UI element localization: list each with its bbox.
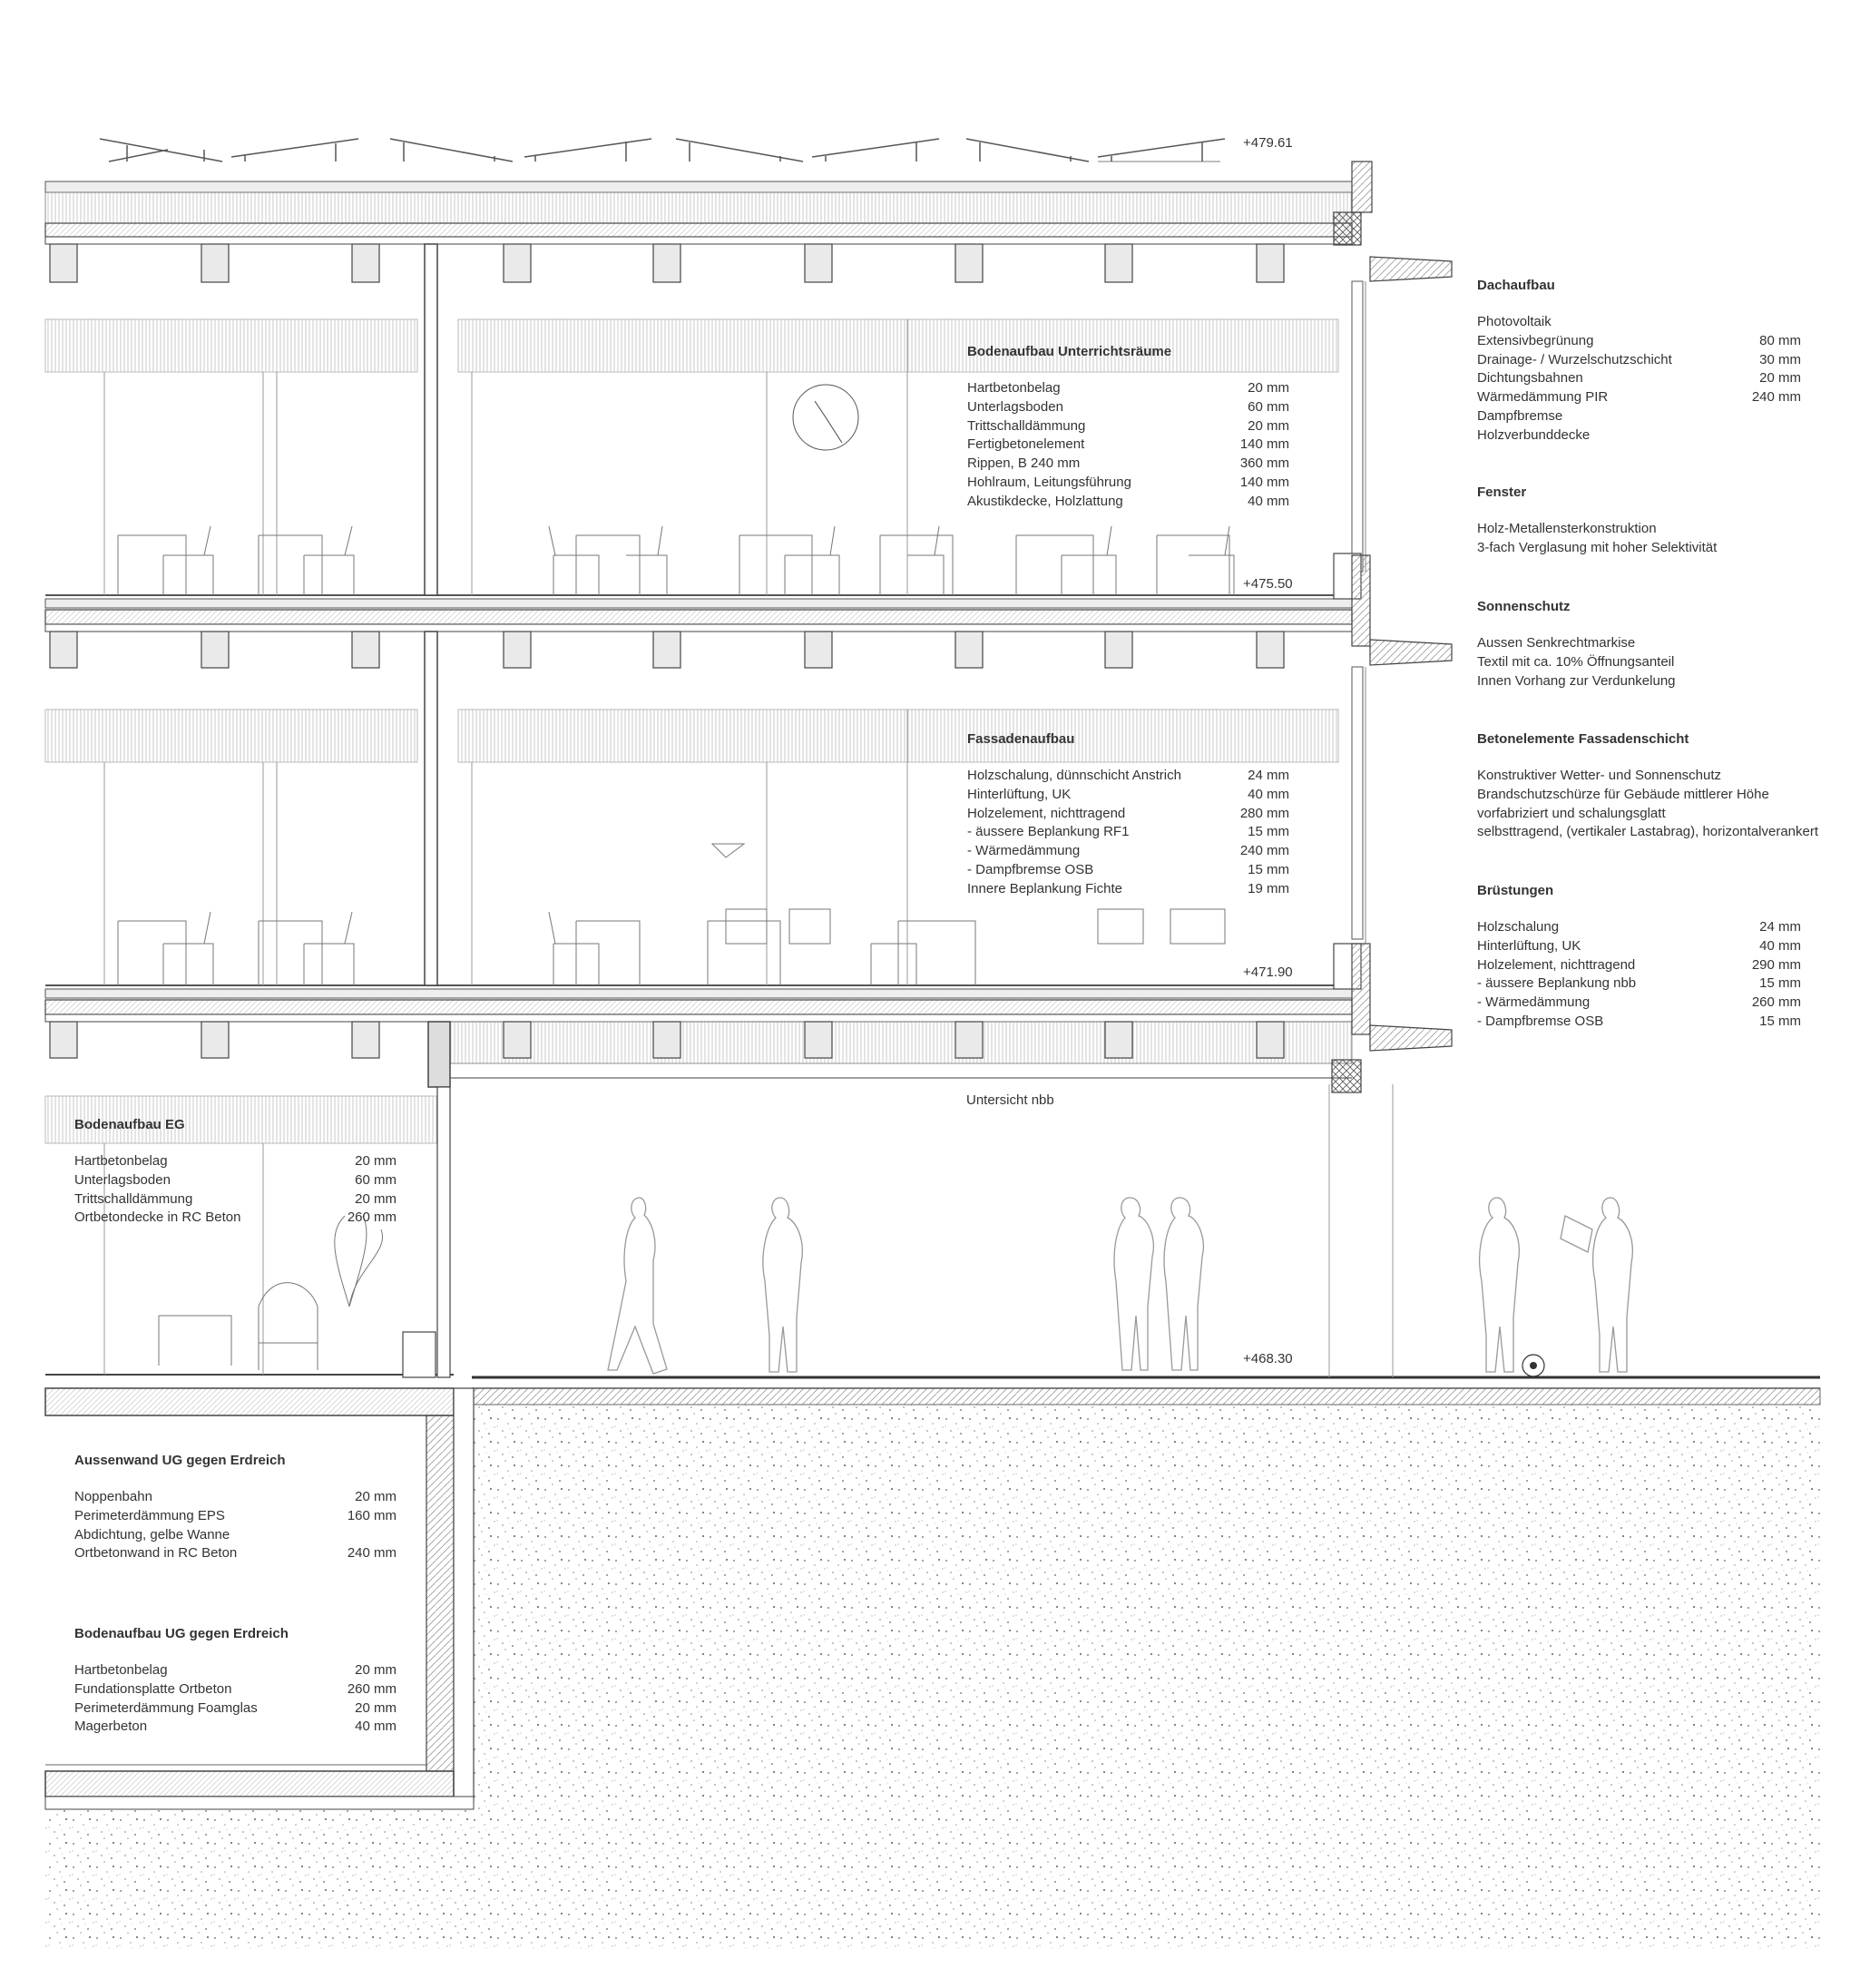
spec-row-value: 280 mm (1239, 805, 1289, 821)
spec-row-label: vorfabriziert und schalungsglatt (1477, 805, 1666, 821)
spec-row-value: 20 mm (355, 1489, 396, 1504)
spec-row-label: Textil mit ca. 10% Öffnungsanteil (1477, 653, 1675, 670)
spec-title: Bodenaufbau Unterrichtsräume (967, 344, 1172, 359)
spec-row-value: 140 mm (1239, 474, 1289, 490)
spec-row (1477, 974, 1801, 994)
spec-row (74, 1680, 396, 1699)
spec-row-label: - äussere Beplankung RF1 (967, 824, 1130, 840)
spec-row (1477, 426, 1801, 446)
spec-row (1477, 653, 1801, 672)
spec-sonnenschutz (1477, 598, 1801, 690)
spec-row-label: Extensivbegrünung (1477, 332, 1594, 348)
spec-fassadenaufbau (967, 730, 1289, 899)
spec-row-label: selbsttragend, (vertikaler Lastabrag), horizontalverankert (1477, 824, 1819, 840)
spec-row-label: Wärmedämmung PIR (1477, 389, 1609, 406)
spec-row-label: Dampfbremse (1477, 407, 1563, 424)
spec-row-label: - Dampfbremse OSB (1477, 1013, 1604, 1029)
spec-rows (1477, 634, 1801, 690)
spec-row (74, 1507, 396, 1526)
spec-row-value: 140 mm (1239, 436, 1289, 453)
spec-row (1477, 937, 1801, 956)
spec-row (967, 823, 1289, 842)
spec-row (1477, 994, 1801, 1013)
spec-row-label: Brandschutzschürze für Gebäude mittlerer Höhe (1477, 786, 1769, 802)
ground-layer (472, 1388, 1820, 1405)
spec-fenster (1477, 484, 1801, 558)
spec-row-value: 260 mm (1751, 994, 1801, 1011)
spec-title: Dachaufbau (1477, 278, 1555, 293)
spec-rows (1477, 313, 1801, 446)
spec-row-value: 19 mm (1248, 880, 1289, 896)
spec-row (1477, 313, 1801, 332)
spec-row (1477, 634, 1801, 653)
spec-row (967, 805, 1289, 824)
spec-title: Betonelemente Fassadenschicht (1477, 731, 1689, 747)
spec-row (74, 1488, 396, 1507)
spec-row (1477, 956, 1801, 975)
spec-row-value: 260 mm (347, 1209, 396, 1226)
spec-betonelemente (1477, 730, 1840, 842)
spec-row (1477, 369, 1801, 388)
spec-row (1477, 672, 1801, 691)
spec-row-value: 24 mm (1759, 919, 1801, 935)
spec-row-label: Hohlraum, Leitungsführung (967, 474, 1131, 490)
spec-title: Bodenaufbau EG (74, 1117, 185, 1132)
spec-row-value: 20 mm (355, 1662, 396, 1678)
spec-rows (967, 379, 1289, 512)
spec-row-value: 20 mm (1248, 417, 1289, 434)
spec-row (1477, 786, 1840, 805)
spec-bruestungen (1477, 882, 1801, 1032)
spec-row-label: Unterlagsboden (967, 398, 1063, 415)
people-silhouettes (608, 1198, 1632, 1374)
spec-row (967, 861, 1289, 880)
spec-row-label: Rippen, B 240 mm (967, 455, 1081, 472)
spec-row-label: Abdichtung, gelbe Wanne (74, 1526, 230, 1542)
spec-row-value: 60 mm (355, 1171, 396, 1188)
spec-row-label: Hartbetonbelag (967, 380, 1061, 396)
spec-row (74, 1190, 396, 1209)
spec-row (967, 417, 1289, 436)
spec-row (967, 474, 1289, 493)
spec-row (967, 842, 1289, 861)
spec-row-value: 240 mm (347, 1545, 396, 1562)
spec-row (1477, 388, 1801, 407)
spec-row-label: - Wärmedämmung (967, 843, 1081, 859)
spec-row (1477, 520, 1801, 539)
spec-rows (1477, 767, 1840, 842)
spec-row-value: 15 mm (1248, 861, 1289, 877)
spec-row (1477, 1013, 1801, 1032)
spec-row-value: 15 mm (1759, 975, 1801, 992)
spec-row-value: 360 mm (1239, 455, 1289, 472)
floor-og1 (45, 989, 1352, 1078)
soil (472, 1405, 1820, 1949)
spec-row-value: 24 mm (1248, 768, 1289, 783)
spec-row-label: Hartbetonbelag (74, 1153, 168, 1169)
spec-dachaufbau (1477, 277, 1801, 446)
spec-row (74, 1152, 396, 1171)
spec-rows (74, 1152, 396, 1228)
spec-row (74, 1699, 396, 1719)
spec-row-label: Holzelement, nichttragend (1477, 956, 1636, 973)
spec-row (967, 455, 1289, 474)
elevation-eg: +468.30 (1243, 1351, 1293, 1366)
spec-row (74, 1526, 396, 1545)
spec-row-value: 15 mm (1759, 1013, 1801, 1029)
spec-row-label: Hinterlüftung, UK (967, 786, 1072, 802)
spec-row (967, 379, 1289, 398)
spec-row-value: 40 mm (1759, 937, 1801, 954)
spec-row (1477, 805, 1840, 824)
spec-row-label: Fundationsplatte Ortbeton (74, 1680, 232, 1697)
spec-row-value: 240 mm (1239, 843, 1289, 859)
central-column (403, 244, 450, 1377)
spec-row-label: Dichtungsbahnen (1477, 370, 1583, 387)
spec-rows (1477, 520, 1801, 558)
spec-row (74, 1544, 396, 1563)
spec-row (1477, 351, 1801, 370)
spec-row (1477, 918, 1801, 937)
spec-row-label: - Wärmedämmung (1477, 994, 1591, 1011)
spec-row-label: Ortbetondecke in RC Beton (74, 1209, 241, 1226)
spec-row-label: Holzschalung (1477, 919, 1560, 935)
spec-row-value: 20 mm (355, 1153, 396, 1169)
spec-row (74, 1661, 396, 1680)
spec-bodenaufbau-ug (74, 1625, 396, 1737)
spec-row (967, 786, 1289, 805)
spec-bodenaufbau-eg (74, 1116, 396, 1228)
soil-below-basement (45, 1810, 476, 1949)
spec-row-label: Innen Vorhang zur Verdunkelung (1477, 672, 1676, 689)
spec-row (967, 436, 1289, 455)
spec-row-label: 3-fach Verglasung mit hoher Selektivität (1477, 539, 1718, 555)
spec-row-value: 40 mm (1248, 786, 1289, 802)
elevation-og2: +475.50 (1243, 576, 1293, 592)
untersicht-label: Untersicht nbb (966, 1092, 1054, 1108)
spec-row-label: Unterlagsboden (74, 1171, 171, 1188)
elevation-roof: +479.61 (1243, 135, 1293, 151)
spec-row (1477, 332, 1801, 351)
spec-row-label: Trittschalldämmung (967, 417, 1086, 434)
spec-title: Fenster (1477, 485, 1527, 500)
spec-row-label: Holz-Metallensterkonstruktion (1477, 521, 1657, 536)
spec-title: Sonnenschutz (1477, 599, 1571, 614)
spec-row-label: Holzschalung, dünnschicht Anstrich (967, 768, 1181, 783)
spec-aussenwand-ug (74, 1452, 396, 1563)
spec-row-label: Trittschalldämmung (74, 1190, 193, 1207)
spec-title: Brüstungen (1477, 883, 1554, 898)
spec-row-label: Hinterlüftung, UK (1477, 937, 1581, 954)
spec-row-value: 20 mm (1759, 370, 1801, 387)
spec-bodenaufbau-unterricht (967, 343, 1289, 512)
spec-row-label: Noppenbahn (74, 1489, 152, 1504)
spec-row-label: - Dampfbremse OSB (967, 861, 1094, 877)
spec-row-value: 40 mm (1248, 493, 1289, 509)
spec-row-label: Aussen Senkrechtmarkise (1477, 635, 1636, 651)
spec-row-label: Photovoltaik (1477, 314, 1552, 329)
spec-row-value: 30 mm (1759, 351, 1801, 367)
spec-rows (967, 767, 1289, 899)
spec-row-label: Konstruktiver Wetter- und Sonnenschutz (1477, 768, 1722, 783)
spec-row (74, 1171, 396, 1190)
spec-row-label: - äussere Beplankung nbb (1477, 975, 1637, 992)
spec-title: Aussenwand UG gegen Erdreich (74, 1453, 286, 1468)
spec-row (967, 767, 1289, 786)
spec-row (1477, 539, 1801, 558)
spec-rows (74, 1488, 396, 1563)
spec-row-value: 20 mm (355, 1190, 396, 1207)
spec-row-value: 160 mm (347, 1507, 396, 1523)
spec-row-label: Perimeterdämmung Foamglas (74, 1699, 258, 1716)
spec-row-value: 15 mm (1248, 824, 1289, 840)
spec-row (967, 880, 1289, 899)
elevation-og1: +471.90 (1243, 965, 1293, 980)
spec-row (1477, 823, 1840, 842)
spec-rows (74, 1661, 396, 1737)
spec-row (1477, 767, 1840, 786)
spec-row (74, 1209, 396, 1228)
spec-row-label: Innere Beplankung Fichte (967, 880, 1122, 896)
spec-row-value: 260 mm (347, 1680, 396, 1697)
spec-row-value: 20 mm (1248, 380, 1289, 396)
spec-row (74, 1718, 396, 1737)
spec-row (1477, 407, 1801, 426)
spec-row-label: Holzverbunddecke (1477, 426, 1591, 443)
photovoltaic-panels (100, 139, 1225, 162)
spec-row-label: Drainage- / Wurzelschutzschicht (1477, 351, 1672, 367)
spec-row-label: Hartbetonbelag (74, 1662, 168, 1678)
spec-rows (1477, 918, 1801, 1032)
spec-row-label: Magerbeton (74, 1719, 148, 1735)
spec-row (967, 398, 1289, 417)
spec-row-label: Holzelement, nichttragend (967, 805, 1126, 821)
spec-title: Bodenaufbau UG gegen Erdreich (74, 1626, 289, 1641)
spec-row-label: Perimeterdämmung EPS (74, 1507, 225, 1523)
spec-row-value: 80 mm (1759, 332, 1801, 348)
spec-row-value: 40 mm (355, 1719, 396, 1735)
spec-row-value: 240 mm (1751, 389, 1801, 406)
roof-structure (45, 181, 1352, 244)
spec-title: Fassadenaufbau (967, 731, 1075, 747)
spec-row (967, 493, 1289, 512)
spec-row-label: Akustikdecke, Holzlattung (967, 493, 1123, 509)
spec-row-value: 290 mm (1751, 956, 1801, 973)
spec-row-value: 60 mm (1248, 398, 1289, 415)
spec-row-label: Ortbetonwand in RC Beton (74, 1545, 238, 1562)
spec-row-value: 20 mm (355, 1699, 396, 1716)
floor-og2 (45, 599, 1352, 632)
spec-row-label: Fertigbetonelement (967, 436, 1085, 453)
